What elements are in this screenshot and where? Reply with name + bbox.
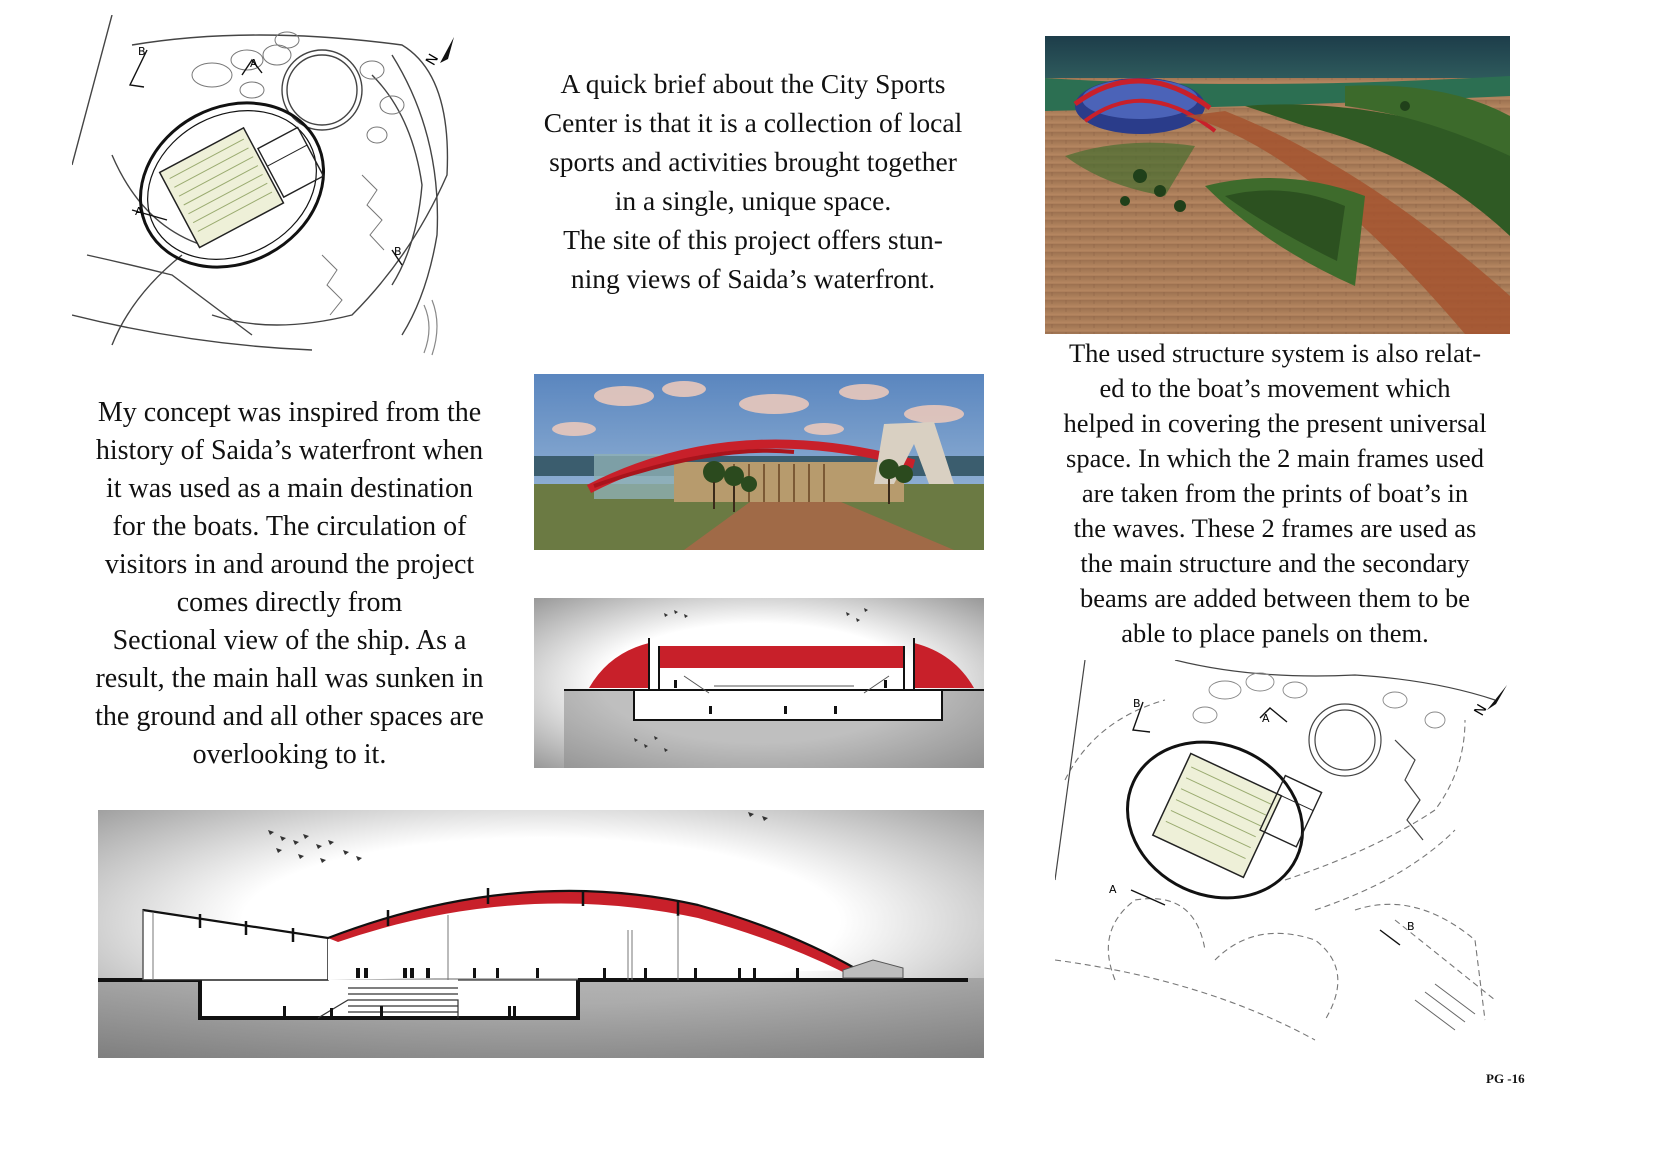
section-label-b: B — [394, 245, 402, 258]
concept-line: comes directly from — [176, 587, 403, 618]
section-label-b: B — [1407, 920, 1415, 933]
concept-line: My concept was inspired from the — [97, 397, 482, 428]
north-label: N — [1471, 701, 1491, 719]
concept-line: the ground and all other spaces are — [95, 701, 484, 732]
concept-line: overlooking to it. — [192, 739, 387, 770]
structure-line: the waves. These 2 frames are used as — [1073, 513, 1477, 543]
structure-line: the main structure and the secondary — [1080, 548, 1470, 578]
intro-line: in a single, unique space. — [614, 185, 892, 216]
concept-line: history of Saida’s waterfront when — [95, 435, 484, 466]
cross-section-small — [534, 598, 984, 768]
section-label-b: B — [138, 45, 146, 58]
structure-line: beams are added between them to be — [1080, 583, 1470, 613]
aerial-render — [1045, 36, 1510, 334]
section-label-b: B — [1133, 697, 1141, 710]
section-label-a: A — [135, 205, 143, 218]
perspective-render — [534, 374, 984, 550]
intro-line: Center is that it is a collection of local — [543, 107, 963, 138]
structure-paragraph — [1040, 336, 1510, 651]
structure-line: able to place panels on them. — [1121, 618, 1429, 648]
section-label-a: A — [1109, 883, 1117, 896]
concept-line: visitors in and around the project — [104, 549, 475, 580]
section-label-a: A — [1262, 712, 1270, 725]
north-arrow-icon — [423, 37, 454, 68]
concept-line: it was used as a main destination — [105, 473, 474, 504]
structure-line: ed to the boat’s movement which — [1099, 373, 1451, 403]
site-plan-bottom-right — [1055, 660, 1510, 1060]
intro-line: The site of this project offers stun- — [563, 224, 943, 255]
page-number: PG -16 — [1486, 1071, 1525, 1086]
site-plan-top-left — [72, 15, 467, 375]
structure-line: are taken from the prints of boat’s in — [1081, 478, 1469, 508]
concept-line: Sectional view of the ship. As a — [112, 625, 467, 656]
structure-line: The used structure system is also relat- — [1068, 338, 1482, 368]
intro-line: sports and activities brought together — [549, 146, 957, 177]
longitudinal-section — [98, 810, 984, 1058]
intro-line: A quick brief about the City Sports — [560, 68, 946, 99]
structure-line: space. In which the 2 main frames used — [1066, 443, 1484, 473]
intro-paragraph — [528, 64, 978, 298]
concept-paragraph — [62, 394, 517, 774]
north-arrow-icon — [1471, 685, 1507, 719]
concept-line: result, the main hall was sunken in — [95, 663, 484, 694]
section-label-a: A — [250, 57, 258, 70]
north-label: N — [423, 51, 443, 69]
intro-line: ning views of Saida’s waterfront. — [570, 263, 936, 294]
concept-line: for the boats. The circulation of — [112, 511, 467, 542]
structure-line: helped in covering the present universal — [1063, 408, 1487, 438]
